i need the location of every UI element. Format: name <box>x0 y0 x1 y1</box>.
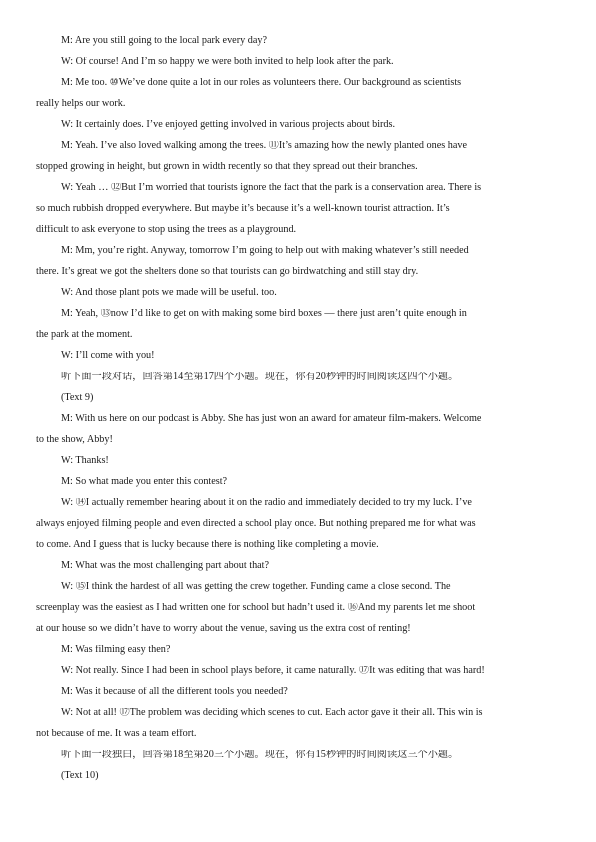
text-line: to the show, Abby! <box>36 435 113 445</box>
text-line: W: ⑭I actually remember hearing about it on the radio and immediately decided to try my luck. I’ve <box>61 498 472 508</box>
text-line: W: I’ll come with you! <box>61 351 155 361</box>
text-line: M: Me too. ⑩We’ve done quite a lot in our roles as volunteers there. Our background as scientists <box>61 78 462 88</box>
text-line: really helps our work. <box>36 99 126 109</box>
text-line: M: Was filming easy then? <box>61 645 171 655</box>
text-line: M: Yeah. I’ve also loved walking among the trees. ⑪It’s amazing how the newly planted ones have <box>61 141 467 151</box>
text-line: there. It’s great we got the shelters done so that tourists can go birdwatching and still stay dry. <box>36 267 419 277</box>
text-line: M: So what made you enter this contest? <box>61 477 228 487</box>
text-line: always enjoyed filming people and even directed a school play once. But nothing prepared me for what was <box>36 519 476 529</box>
text-line: M: With us here on our podcast is Abby. She has just won an award for amateur film-makers. Welcome <box>61 414 482 424</box>
text-line: (Text 10) <box>61 771 99 781</box>
text-line: W: ⑮I think the hardest of all was getting the crew together. Funding came a close second. The <box>61 582 451 592</box>
text-line: W: And those plant pots we made will be useful. too. <box>61 288 277 298</box>
text-line: (Text 9) <box>61 393 94 403</box>
text-line: to come. And I guess that is lucky because there is nothing like completing a movie. <box>36 540 379 550</box>
text-line: M: What was the most challenging part about that? <box>61 561 270 571</box>
text-line: at our house so we didn’t have to worry about the venue, saving us the extra cost of renting! <box>36 624 411 634</box>
text-line: W: Not really. Since I had been in school plays before, it came naturally. ⑰It was editing that was hard! <box>61 666 485 676</box>
text-line: 听下面一段独白，回答第18至第20三个小题。现在，你有15秒钟的时间阅读这三个小题。 <box>61 750 459 760</box>
text-line: W: Thanks! <box>61 456 109 466</box>
text-line: stopped growing in height, but grown in width recently so that they spread out their branches. <box>36 162 418 172</box>
text-line: screenplay was the easiest as I had written one for school but hadn’t used it. ⑯And my parents let me shoot <box>36 603 476 613</box>
text-line: W: Of course! And I’m so happy we were both invited to help look after the park. <box>61 57 394 67</box>
text-line: M: Are you still going to the local park every day? <box>61 36 267 46</box>
text-line: 听下面一段对话，回答第14至第17四个小题。现在，你有20秒钟的时间阅读这四个小题。 <box>61 372 459 382</box>
text-line: so much rubbish dropped everywhere. But maybe it’s because it’s a well-known tourist attraction. It’s <box>36 204 450 214</box>
text-line: not because of me. It was a team effort. <box>36 729 197 739</box>
text-line: the park at the moment. <box>36 330 133 340</box>
text-line: difficult to ask everyone to stop using the trees as a playground. <box>36 225 297 235</box>
text-line: W: Not at all! ⑰The problem was deciding which scenes to cut. Each actor gave it their all. This win is <box>61 708 483 718</box>
text-line: M: Was it because of all the different tools you needed? <box>61 687 288 697</box>
text-line: M: Yeah, ⑬now I’d like to get on with making some bird boxes — there just aren’t quite enough in <box>61 309 467 319</box>
text-line: M: Mm, you’re right. Anyway, tomorrow I’m going to help out with making whatever’s still needed <box>61 246 469 256</box>
text-line: W: It certainly does. I’ve enjoyed getting involved in various projects about birds. <box>61 120 396 130</box>
text-line: W: Yeah … ⑫But I’m worried that tourists ignore the fact that the park is a conservation area. There is <box>61 183 482 193</box>
